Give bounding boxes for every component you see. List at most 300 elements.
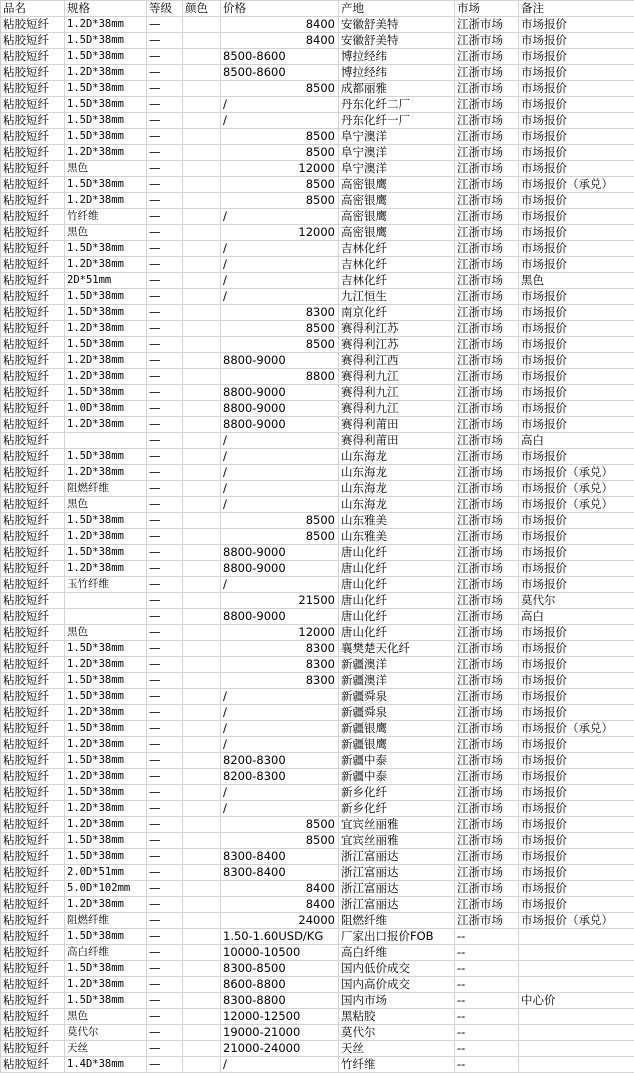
table-row [1, 145, 634, 161]
cell-spec: 1.2D*38mm [65, 417, 147, 433]
table-row [1, 609, 634, 625]
cell-price: / [221, 241, 339, 257]
table-row [1, 801, 634, 817]
cell-grade: — [147, 81, 183, 97]
cell-market: 江浙市场 [455, 641, 519, 657]
cell-note: 市场报价 [519, 449, 634, 465]
cell-grade: — [147, 673, 183, 689]
cell-price: / [221, 257, 339, 273]
cell-origin: 高密银鹰 [339, 193, 455, 209]
header-cell-name: 品名 [1, 1, 65, 17]
cell-color [183, 1009, 221, 1025]
header-row [1, 1, 634, 17]
cell-grade: — [147, 417, 183, 433]
cell-price: 1.50-1.60USD/KG [221, 929, 339, 945]
cell-grade: — [147, 609, 183, 625]
cell-color [183, 337, 221, 353]
cell-origin: 新疆中泰 [339, 769, 455, 785]
cell-market: 江浙市场 [455, 161, 519, 177]
cell-market: 江浙市场 [455, 97, 519, 113]
cell-grade: — [147, 817, 183, 833]
cell-color [183, 1025, 221, 1041]
cell-price: 8300 [221, 673, 339, 689]
cell-name: 粘胶短纤 [1, 785, 65, 801]
cell-price: 8500 [221, 529, 339, 545]
table-row [1, 449, 634, 465]
cell-grade: — [147, 193, 183, 209]
cell-origin: 竹纤维 [339, 1057, 455, 1073]
cell-note: 高白 [519, 433, 634, 449]
cell-grade: — [147, 337, 183, 353]
cell-price: 8600-8800 [221, 977, 339, 993]
cell-spec: 1.0D*38mm [65, 401, 147, 417]
table-row [1, 849, 634, 865]
table-row [1, 273, 634, 289]
cell-price: 24000 [221, 913, 339, 929]
cell-spec: 1.2D*38mm [65, 977, 147, 993]
cell-note [519, 977, 634, 993]
cell-spec: 1.5D*38mm [65, 753, 147, 769]
cell-price: 8500 [221, 81, 339, 97]
table-row [1, 625, 634, 641]
cell-name: 粘胶短纤 [1, 753, 65, 769]
table-row [1, 657, 634, 673]
cell-name: 粘胶短纤 [1, 529, 65, 545]
cell-name: 粘胶短纤 [1, 561, 65, 577]
table-row [1, 641, 634, 657]
cell-color [183, 145, 221, 161]
cell-spec: 高白纤维 [65, 945, 147, 961]
cell-color [183, 881, 221, 897]
cell-origin: 安徽舒美特 [339, 17, 455, 33]
cell-price: 8300-8500 [221, 961, 339, 977]
cell-color [183, 865, 221, 881]
cell-grade: — [147, 641, 183, 657]
cell-grade: — [147, 593, 183, 609]
cell-market: 江浙市场 [455, 881, 519, 897]
cell-color [183, 545, 221, 561]
cell-market: 江浙市场 [455, 225, 519, 241]
cell-grade: — [147, 513, 183, 529]
cell-grade: — [147, 17, 183, 33]
cell-spec: 阻燃纤维 [65, 481, 147, 497]
cell-name: 粘胶短纤 [1, 113, 65, 129]
table-row [1, 865, 634, 881]
cell-spec: 1.5D*38mm [65, 641, 147, 657]
cell-origin: 山东雅美 [339, 513, 455, 529]
cell-spec: 1.2D*38mm [65, 369, 147, 385]
cell-spec: 1.2D*38mm [65, 897, 147, 913]
table-row [1, 225, 634, 241]
cell-spec: 1.5D*38mm [65, 289, 147, 305]
cell-spec: 1.2D*38mm [65, 465, 147, 481]
cell-price: 8800-9000 [221, 353, 339, 369]
cell-market: 江浙市场 [455, 65, 519, 81]
table-row [1, 945, 634, 961]
cell-market: 江浙市场 [455, 689, 519, 705]
cell-price: 8500 [221, 177, 339, 193]
cell-name: 粘胶短纤 [1, 353, 65, 369]
table-row [1, 705, 634, 721]
cell-market: 江浙市场 [455, 785, 519, 801]
cell-note: 市场报价 [519, 513, 634, 529]
cell-origin: 阜宁澳洋 [339, 145, 455, 161]
cell-color [183, 481, 221, 497]
cell-note: 莫代尔 [519, 593, 634, 609]
cell-price: 8300-8400 [221, 865, 339, 881]
cell-note: 市场报价 [519, 801, 634, 817]
cell-name: 粘胶短纤 [1, 609, 65, 625]
cell-spec: 1.5D*38mm [65, 305, 147, 321]
cell-market: 江浙市场 [455, 769, 519, 785]
cell-market: 江浙市场 [455, 337, 519, 353]
table-row [1, 993, 634, 1009]
cell-price: / [221, 289, 339, 305]
cell-grade: — [147, 497, 183, 513]
cell-color [183, 113, 221, 129]
cell-price: 8200-8300 [221, 769, 339, 785]
cell-spec: 黑色 [65, 1009, 147, 1025]
cell-color [183, 369, 221, 385]
cell-price: 12000-12500 [221, 1009, 339, 1025]
cell-origin: 吉林化纤 [339, 273, 455, 289]
cell-note: 市场报价 [519, 641, 634, 657]
cell-note: 市场报价 [519, 817, 634, 833]
cell-origin: 浙江富丽达 [339, 897, 455, 913]
cell-name: 粘胶短纤 [1, 913, 65, 929]
cell-grade: — [147, 97, 183, 113]
cell-spec: 1.5D*38mm [65, 785, 147, 801]
cell-market: 江浙市场 [455, 529, 519, 545]
cell-market: 江浙市场 [455, 449, 519, 465]
cell-price: 8300 [221, 305, 339, 321]
cell-name: 粘胶短纤 [1, 81, 65, 97]
cell-note: 市场报价（承兑） [519, 177, 634, 193]
cell-note: 市场报价 [519, 145, 634, 161]
cell-grade: — [147, 225, 183, 241]
cell-name: 粘胶短纤 [1, 385, 65, 401]
cell-grade: — [147, 529, 183, 545]
cell-color [183, 257, 221, 273]
cell-grade: — [147, 769, 183, 785]
cell-color [183, 993, 221, 1009]
cell-origin: 新疆银鹰 [339, 721, 455, 737]
cell-grade: — [147, 161, 183, 177]
cell-grade: — [147, 993, 183, 1009]
cell-name: 粘胶短纤 [1, 657, 65, 673]
header-cell-grade: 等级 [147, 1, 183, 17]
cell-spec: 1.2D*38mm [65, 529, 147, 545]
cell-price: 8300 [221, 657, 339, 673]
cell-grade: — [147, 753, 183, 769]
cell-grade: — [147, 1041, 183, 1057]
cell-market: 江浙市场 [455, 385, 519, 401]
cell-spec: 1.5D*38mm [65, 97, 147, 113]
cell-note: 市场报价 [519, 673, 634, 689]
cell-market: 江浙市场 [455, 705, 519, 721]
table-row [1, 769, 634, 785]
cell-origin: 赛得利莆田 [339, 417, 455, 433]
cell-grade: — [147, 689, 183, 705]
cell-spec: 1.2D*38mm [65, 801, 147, 817]
cell-price: / [221, 97, 339, 113]
cell-price: / [221, 497, 339, 513]
header-cell-origin: 产地 [339, 1, 455, 17]
cell-spec: 1.5D*38mm [65, 177, 147, 193]
cell-market: 江浙市场 [455, 609, 519, 625]
cell-note: 市场报价 [519, 417, 634, 433]
table-row [1, 929, 634, 945]
table-row [1, 529, 634, 545]
cell-color [183, 49, 221, 65]
cell-grade: — [147, 977, 183, 993]
cell-color [183, 673, 221, 689]
cell-grade: — [147, 385, 183, 401]
table-row [1, 209, 634, 225]
cell-spec [65, 593, 147, 609]
cell-spec: 1.5D*38mm [65, 337, 147, 353]
cell-origin: 阜宁澳洋 [339, 129, 455, 145]
cell-name: 粘胶短纤 [1, 993, 65, 1009]
cell-note: 市场报价 [519, 321, 634, 337]
cell-spec: 2D*51mm [65, 273, 147, 289]
cell-market: 江浙市场 [455, 369, 519, 385]
cell-origin: 高白纤维 [339, 945, 455, 961]
cell-spec: 1.5D*38mm [65, 385, 147, 401]
cell-origin: 赛得利江西 [339, 353, 455, 369]
cell-spec: 黑色 [65, 225, 147, 241]
cell-grade: — [147, 577, 183, 593]
cell-name: 粘胶短纤 [1, 817, 65, 833]
table-row [1, 385, 634, 401]
cell-market: 江浙市场 [455, 81, 519, 97]
cell-note: 市场报价 [519, 209, 634, 225]
cell-name: 粘胶短纤 [1, 705, 65, 721]
cell-origin: 赛得利九江 [339, 369, 455, 385]
cell-color [183, 513, 221, 529]
cell-color [183, 433, 221, 449]
cell-color [183, 81, 221, 97]
cell-color [183, 305, 221, 321]
cell-grade: — [147, 209, 183, 225]
cell-price: / [221, 465, 339, 481]
cell-market: 江浙市场 [455, 49, 519, 65]
cell-origin: 唐山化纤 [339, 577, 455, 593]
cell-name: 粘胶短纤 [1, 897, 65, 913]
cell-spec: 1.5D*38mm [65, 849, 147, 865]
cell-grade: — [147, 625, 183, 641]
cell-grade: — [147, 1025, 183, 1041]
cell-market: 江浙市场 [455, 145, 519, 161]
cell-note: 市场报价 [519, 753, 634, 769]
cell-color [183, 689, 221, 705]
cell-grade: — [147, 945, 183, 961]
cell-color [183, 161, 221, 177]
table-row [1, 353, 634, 369]
cell-price: 12000 [221, 225, 339, 241]
cell-note: 市场报价 [519, 65, 634, 81]
cell-origin: 山东海龙 [339, 465, 455, 481]
cell-name: 粘胶短纤 [1, 1057, 65, 1073]
cell-market: 江浙市场 [455, 561, 519, 577]
cell-color [183, 17, 221, 33]
cell-spec: 1.5D*38mm [65, 449, 147, 465]
cell-name: 粘胶短纤 [1, 369, 65, 385]
cell-price: / [221, 721, 339, 737]
cell-name: 粘胶短纤 [1, 721, 65, 737]
table-row [1, 417, 634, 433]
table-row [1, 497, 634, 513]
cell-origin: 唐山化纤 [339, 593, 455, 609]
cell-note: 黑色 [519, 273, 634, 289]
cell-price: 8300 [221, 641, 339, 657]
cell-color [183, 385, 221, 401]
cell-grade: — [147, 177, 183, 193]
cell-origin: 山东海龙 [339, 481, 455, 497]
cell-price: 8500-8600 [221, 65, 339, 81]
cell-spec: 2.0D*51mm [65, 865, 147, 881]
cell-price: 8500 [221, 337, 339, 353]
cell-color [183, 817, 221, 833]
cell-color [183, 609, 221, 625]
cell-note: 市场报价 [519, 305, 634, 321]
cell-note: 市场报价（承兑） [519, 481, 634, 497]
header-cell-price: 价格 [221, 1, 339, 17]
cell-grade: — [147, 353, 183, 369]
cell-grade: — [147, 801, 183, 817]
cell-spec: 1.5D*38mm [65, 129, 147, 145]
cell-origin: 国内市场 [339, 993, 455, 1009]
cell-market: 江浙市场 [455, 33, 519, 49]
cell-grade: — [147, 273, 183, 289]
cell-name: 粘胶短纤 [1, 273, 65, 289]
cell-grade: — [147, 929, 183, 945]
table-row [1, 305, 634, 321]
cell-grade: — [147, 833, 183, 849]
cell-market: 江浙市场 [455, 625, 519, 641]
cell-market: 江浙市场 [455, 433, 519, 449]
cell-note: 市场报价 [519, 97, 634, 113]
table-row [1, 577, 634, 593]
cell-name: 粘胶短纤 [1, 481, 65, 497]
cell-price: 8500-8600 [221, 49, 339, 65]
cell-name: 粘胶短纤 [1, 33, 65, 49]
table-row [1, 49, 634, 65]
cell-color [183, 961, 221, 977]
cell-origin: 阻燃纤维 [339, 913, 455, 929]
cell-note [519, 929, 634, 945]
cell-origin: 国内高价成交 [339, 977, 455, 993]
cell-origin: 唐山化纤 [339, 545, 455, 561]
cell-note: 市场报价 [519, 193, 634, 209]
header-cell-market: 市场 [455, 1, 519, 17]
cell-color [183, 465, 221, 481]
cell-note: 市场报价 [519, 849, 634, 865]
cell-market: 江浙市场 [455, 721, 519, 737]
cell-name: 粘胶短纤 [1, 625, 65, 641]
cell-color [183, 913, 221, 929]
cell-grade: — [147, 369, 183, 385]
cell-market: 江浙市场 [455, 801, 519, 817]
cell-origin: 唐山化纤 [339, 609, 455, 625]
table-row [1, 673, 634, 689]
cell-origin: 宜宾丝丽雅 [339, 817, 455, 833]
cell-origin: 莫代尔 [339, 1025, 455, 1041]
cell-name: 粘胶短纤 [1, 241, 65, 257]
cell-color [183, 225, 221, 241]
cell-name: 粘胶短纤 [1, 129, 65, 145]
cell-name: 粘胶短纤 [1, 337, 65, 353]
cell-spec: 1.5D*38mm [65, 513, 147, 529]
cell-name: 粘胶短纤 [1, 257, 65, 273]
table-row [1, 129, 634, 145]
cell-name: 粘胶短纤 [1, 97, 65, 113]
cell-color [183, 65, 221, 81]
cell-spec: 1.5D*38mm [65, 961, 147, 977]
cell-spec: 玉竹纤维 [65, 577, 147, 593]
cell-price: / [221, 737, 339, 753]
cell-spec: 1.2D*38mm [65, 561, 147, 577]
cell-color [183, 753, 221, 769]
cell-price: 8500 [221, 129, 339, 145]
cell-note: 市场报价 [519, 657, 634, 673]
cell-note: 市场报价 [519, 129, 634, 145]
cell-color [183, 401, 221, 417]
cell-market: 江浙市场 [455, 113, 519, 129]
cell-grade: — [147, 145, 183, 161]
cell-grade: — [147, 865, 183, 881]
cell-note: 市场报价 [519, 33, 634, 49]
cell-origin: 新乡化纤 [339, 801, 455, 817]
cell-spec: 黑色 [65, 497, 147, 513]
cell-price: 8800 [221, 369, 339, 385]
cell-note: 市场报价 [519, 225, 634, 241]
cell-spec: 1.2D*38mm [65, 145, 147, 161]
cell-price: 21500 [221, 593, 339, 609]
cell-color [183, 177, 221, 193]
cell-origin: 新疆银鹰 [339, 737, 455, 753]
cell-price: 8300-8800 [221, 993, 339, 1009]
cell-market: 江浙市场 [455, 817, 519, 833]
cell-name: 粘胶短纤 [1, 193, 65, 209]
cell-origin: 九江恒生 [339, 289, 455, 305]
cell-price: / [221, 705, 339, 721]
table-row [1, 833, 634, 849]
table-row [1, 321, 634, 337]
cell-spec: 竹纤维 [65, 209, 147, 225]
cell-note [519, 1041, 634, 1057]
cell-color [183, 321, 221, 337]
cell-market: 江浙市场 [455, 577, 519, 593]
cell-name: 粘胶短纤 [1, 321, 65, 337]
cell-spec: 1.5D*38mm [65, 113, 147, 129]
cell-color [183, 209, 221, 225]
cell-price: 8500 [221, 145, 339, 161]
cell-color [183, 273, 221, 289]
cell-name: 粘胶短纤 [1, 577, 65, 593]
cell-market: 江浙市场 [455, 593, 519, 609]
cell-note: 市场报价 [519, 881, 634, 897]
cell-name: 粘胶短纤 [1, 513, 65, 529]
cell-spec: 1.5D*38mm [65, 929, 147, 945]
cell-origin: 浙江富丽达 [339, 881, 455, 897]
table-row [1, 977, 634, 993]
cell-origin: 博拉经纬 [339, 49, 455, 65]
cell-color [183, 625, 221, 641]
cell-spec: 1.5D*38mm [65, 49, 147, 65]
cell-spec: 天丝 [65, 1041, 147, 1057]
cell-price: 8500 [221, 321, 339, 337]
